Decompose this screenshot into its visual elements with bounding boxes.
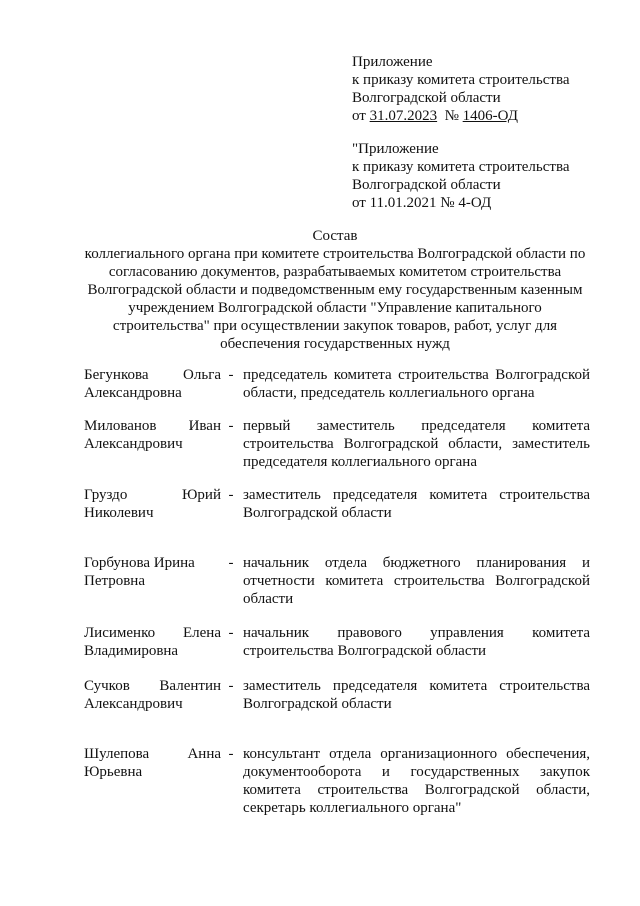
- member-surname: Груздо: [84, 487, 128, 503]
- member-first-name: Ольга: [183, 367, 221, 383]
- member-name: [84, 366, 221, 402]
- member-dash: -: [228, 555, 234, 571]
- appendix-current-line1: Приложение: [352, 54, 433, 70]
- member-role: первый заместитель председателя комитета строительства Волгоградской области, заместитель председателя коллегиального органа: [243, 418, 590, 470]
- document-heading: [70, 227, 600, 353]
- member-first-name: Анна: [187, 746, 221, 762]
- member-role: заместитель председателя комитета строительства Волгоградской области: [243, 678, 590, 712]
- appendix-current-date-line: [352, 107, 612, 125]
- appendix-previous: [352, 140, 612, 212]
- member-first-name: Ирина: [153, 555, 195, 571]
- member-name: [84, 417, 221, 453]
- member-name: [84, 745, 221, 781]
- appendix-previous-line2: к приказу комитета строительства: [352, 159, 570, 175]
- heading-line: коллегиального органа при комитете строительства Волгоградской области по: [84, 246, 586, 262]
- member-name: [84, 624, 221, 660]
- member-name: [84, 677, 221, 713]
- order-date: 31.07.2023: [369, 108, 438, 124]
- appendix-previous-line3: Волгоградской области: [352, 177, 501, 193]
- member-surname: Горбунова: [84, 555, 150, 571]
- appendix-current-line3: Волгоградской области: [352, 90, 501, 106]
- order-number: 1406-ОД: [462, 108, 518, 124]
- member-dash: -: [228, 678, 234, 694]
- member-role: консультант отдела организационного обеспечения, документооборота и государственных закупок комитета строительства Волгоградской области, секретарь коллегиального органа": [243, 746, 590, 816]
- heading-line: обеспечения государственных нужд: [220, 336, 450, 352]
- member-first-name: Иван: [188, 418, 221, 434]
- member-role: начальник правового управления комитета строительства Волгоградской области: [243, 625, 590, 659]
- member-dash: -: [228, 487, 234, 503]
- member-dash: -: [228, 625, 234, 641]
- member-role: председатель комитета строительства Волгоградской области, председатель коллегиального органа: [243, 367, 590, 401]
- member-name: [84, 554, 221, 590]
- member-surname: Милованов: [84, 418, 157, 434]
- heading-title: Состав: [312, 228, 358, 244]
- member-surname: Лисименко: [84, 625, 156, 641]
- date-prefix: от: [352, 108, 370, 124]
- member-surname: Шулепова: [84, 746, 150, 762]
- member-patronymic: Александрович: [84, 436, 183, 452]
- member-dash: -: [228, 367, 234, 383]
- member-first-name: Юрий: [182, 487, 221, 503]
- member-patronymic: Александрович: [84, 696, 183, 712]
- appendix-previous-line1: "Приложение: [352, 141, 439, 157]
- member-patronymic: Юрьевна: [84, 764, 143, 780]
- heading-line: Волгоградской области и подведомственным ему государственным казенным: [87, 282, 583, 298]
- member-surname: Сучков: [84, 678, 130, 694]
- member-patronymic: Петровна: [84, 573, 145, 589]
- member-patronymic: Александровна: [84, 385, 182, 401]
- member-name: [84, 486, 221, 522]
- member-dash: -: [228, 418, 234, 434]
- member-first-name: Елена: [183, 625, 221, 641]
- member-patronymic: Николевич: [84, 505, 154, 521]
- appendix-current: [352, 53, 612, 125]
- heading-line: учреждением Волгоградской области "Управление капитального: [128, 300, 542, 316]
- member-role: заместитель председателя комитета строительства Волгоградской области: [243, 487, 590, 521]
- member-patronymic: Владимировна: [84, 643, 179, 659]
- heading-line: строительства" при осуществлении закупок товаров, работ, услуг для: [112, 318, 558, 334]
- number-prefix: №: [444, 108, 463, 124]
- member-first-name: Валентин: [159, 678, 221, 694]
- appendix-current-line2: к приказу комитета строительства: [352, 72, 570, 88]
- member-surname: Бегункова: [84, 367, 149, 383]
- member-role: начальник отдела бюджетного планирования и отчетности комитета строительства Волгоградской области: [243, 555, 590, 607]
- appendix-previous-line4: от 11.01.2021 № 4-ОД: [352, 195, 492, 211]
- heading-line: согласованию документов, разрабатываемых комитетом строительства: [108, 264, 562, 280]
- member-dash: -: [228, 746, 234, 762]
